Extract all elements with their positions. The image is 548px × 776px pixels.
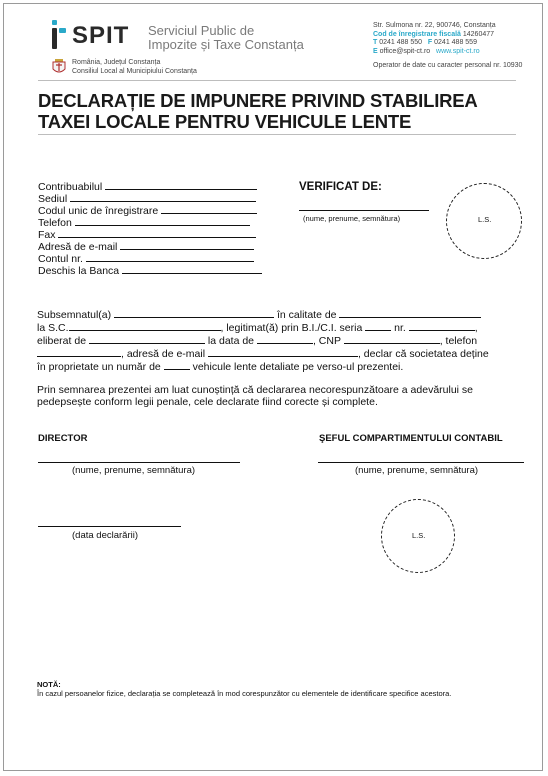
fiscal-code: Cod de înregistrare fiscală 14260477 [373,30,495,38]
operator-number: Operator de date cu caracter personal nr. 10930 [373,62,523,69]
field-banca[interactable]: Deschis la Banca [38,264,262,276]
note-text: În cazul persoanelor fizice, declarația se completează în mod corespunzător cu elementele de identificare specifice acestora. [37,689,452,698]
accounting-title: ŞEFUL COMPARTIMENTULUI CONTABIL [319,433,503,444]
government-label: România, Județul Constanța Consiliul Local al Municipiului Constanța [72,59,197,75]
series-blank[interactable] [365,321,391,331]
brand-name: SPIT [72,22,130,49]
decl-line-3: eliberat de la data de , CNP , telefon [37,335,478,347]
decl-line-1: Subsemnatul(a) în calitate de [37,308,513,321]
date-line[interactable] [38,526,181,527]
company-blank[interactable] [69,321,221,331]
director-signature-line[interactable] [38,462,240,463]
field-contribuabil[interactable]: Contribuabilul [38,180,262,192]
email-blank[interactable] [208,347,358,357]
email-web: E office@spit-ct.ro www.spit-ct.ro [373,47,480,55]
title-divider [38,134,516,135]
field-email[interactable]: Adresă de e-mail [38,240,262,252]
company-seal-label: L.S. [412,531,426,540]
crest-icon [51,59,67,76]
contact-block [373,22,538,56]
note-title: NOTĂ: [37,680,61,689]
verification-seal-label: L.S. [478,215,492,224]
field-cont[interactable]: Contul nr. [38,252,262,264]
position-blank[interactable] [339,308,481,318]
phones: T 0241 488 550 F 0241 488 559 [373,39,477,47]
declaration-text [37,308,513,408]
address: Str. Sulmona nr. 22, 900746, Constanța [373,22,496,29]
number-blank[interactable] [409,321,475,331]
taxpayer-fields [38,180,262,276]
director-caption: (nume, prenume, semnătura) [72,465,196,476]
verification-caption: (nume, prenume, semnătura) [303,214,401,223]
date-caption: (data declarării) [72,530,138,541]
verification-signature-line[interactable] [299,210,429,211]
accounting-signature-line[interactable] [318,462,524,463]
spit-logo-icon [50,20,68,50]
verification-title: VERIFICAT DE: [299,181,382,193]
decl-statement: Prin semnarea prezentei am luat cunoștință că declararea necorespunzătoare a adevărului se pedepsește conform legii penale, cele declarate fiind corecte și complete. [37,384,474,408]
field-fax[interactable]: Fax [38,228,262,240]
issuer-blank[interactable] [89,334,205,344]
issue-date-blank[interactable] [257,334,313,344]
decl-line-5: în proprietate un număr de vehicule lente detaliate pe verso-ul prezentei. [37,361,404,373]
name-blank[interactable] [114,308,274,318]
brand-subtitle: Serviciul Public de Impozite și Taxe Constanța [148,23,304,52]
header-divider [38,80,516,81]
accounting-caption: (nume, prenume, semnătura) [355,465,479,476]
field-sediu[interactable]: Sediul [38,192,262,204]
cnp-blank[interactable] [344,334,440,344]
decl-line-2: la S.C. , legitimat(ă) prin B.I./C.I. seria nr. , [37,322,478,334]
document-title: DECLARAȚIE DE IMPUNERE PRIVIND STABILIREA TAXEI LOCALE PENTRU VEHICULE LENTE [38,90,478,132]
phone-blank[interactable] [37,347,121,357]
vehicle-count-blank[interactable] [164,360,190,370]
field-telefon[interactable]: Telefon [38,216,262,228]
field-cui[interactable]: Codul unic de înregistrare [38,204,262,216]
director-title: DIRECTOR [38,433,88,444]
decl-line-4: , adresă de e-mail , declar că societatea deține [37,347,513,360]
